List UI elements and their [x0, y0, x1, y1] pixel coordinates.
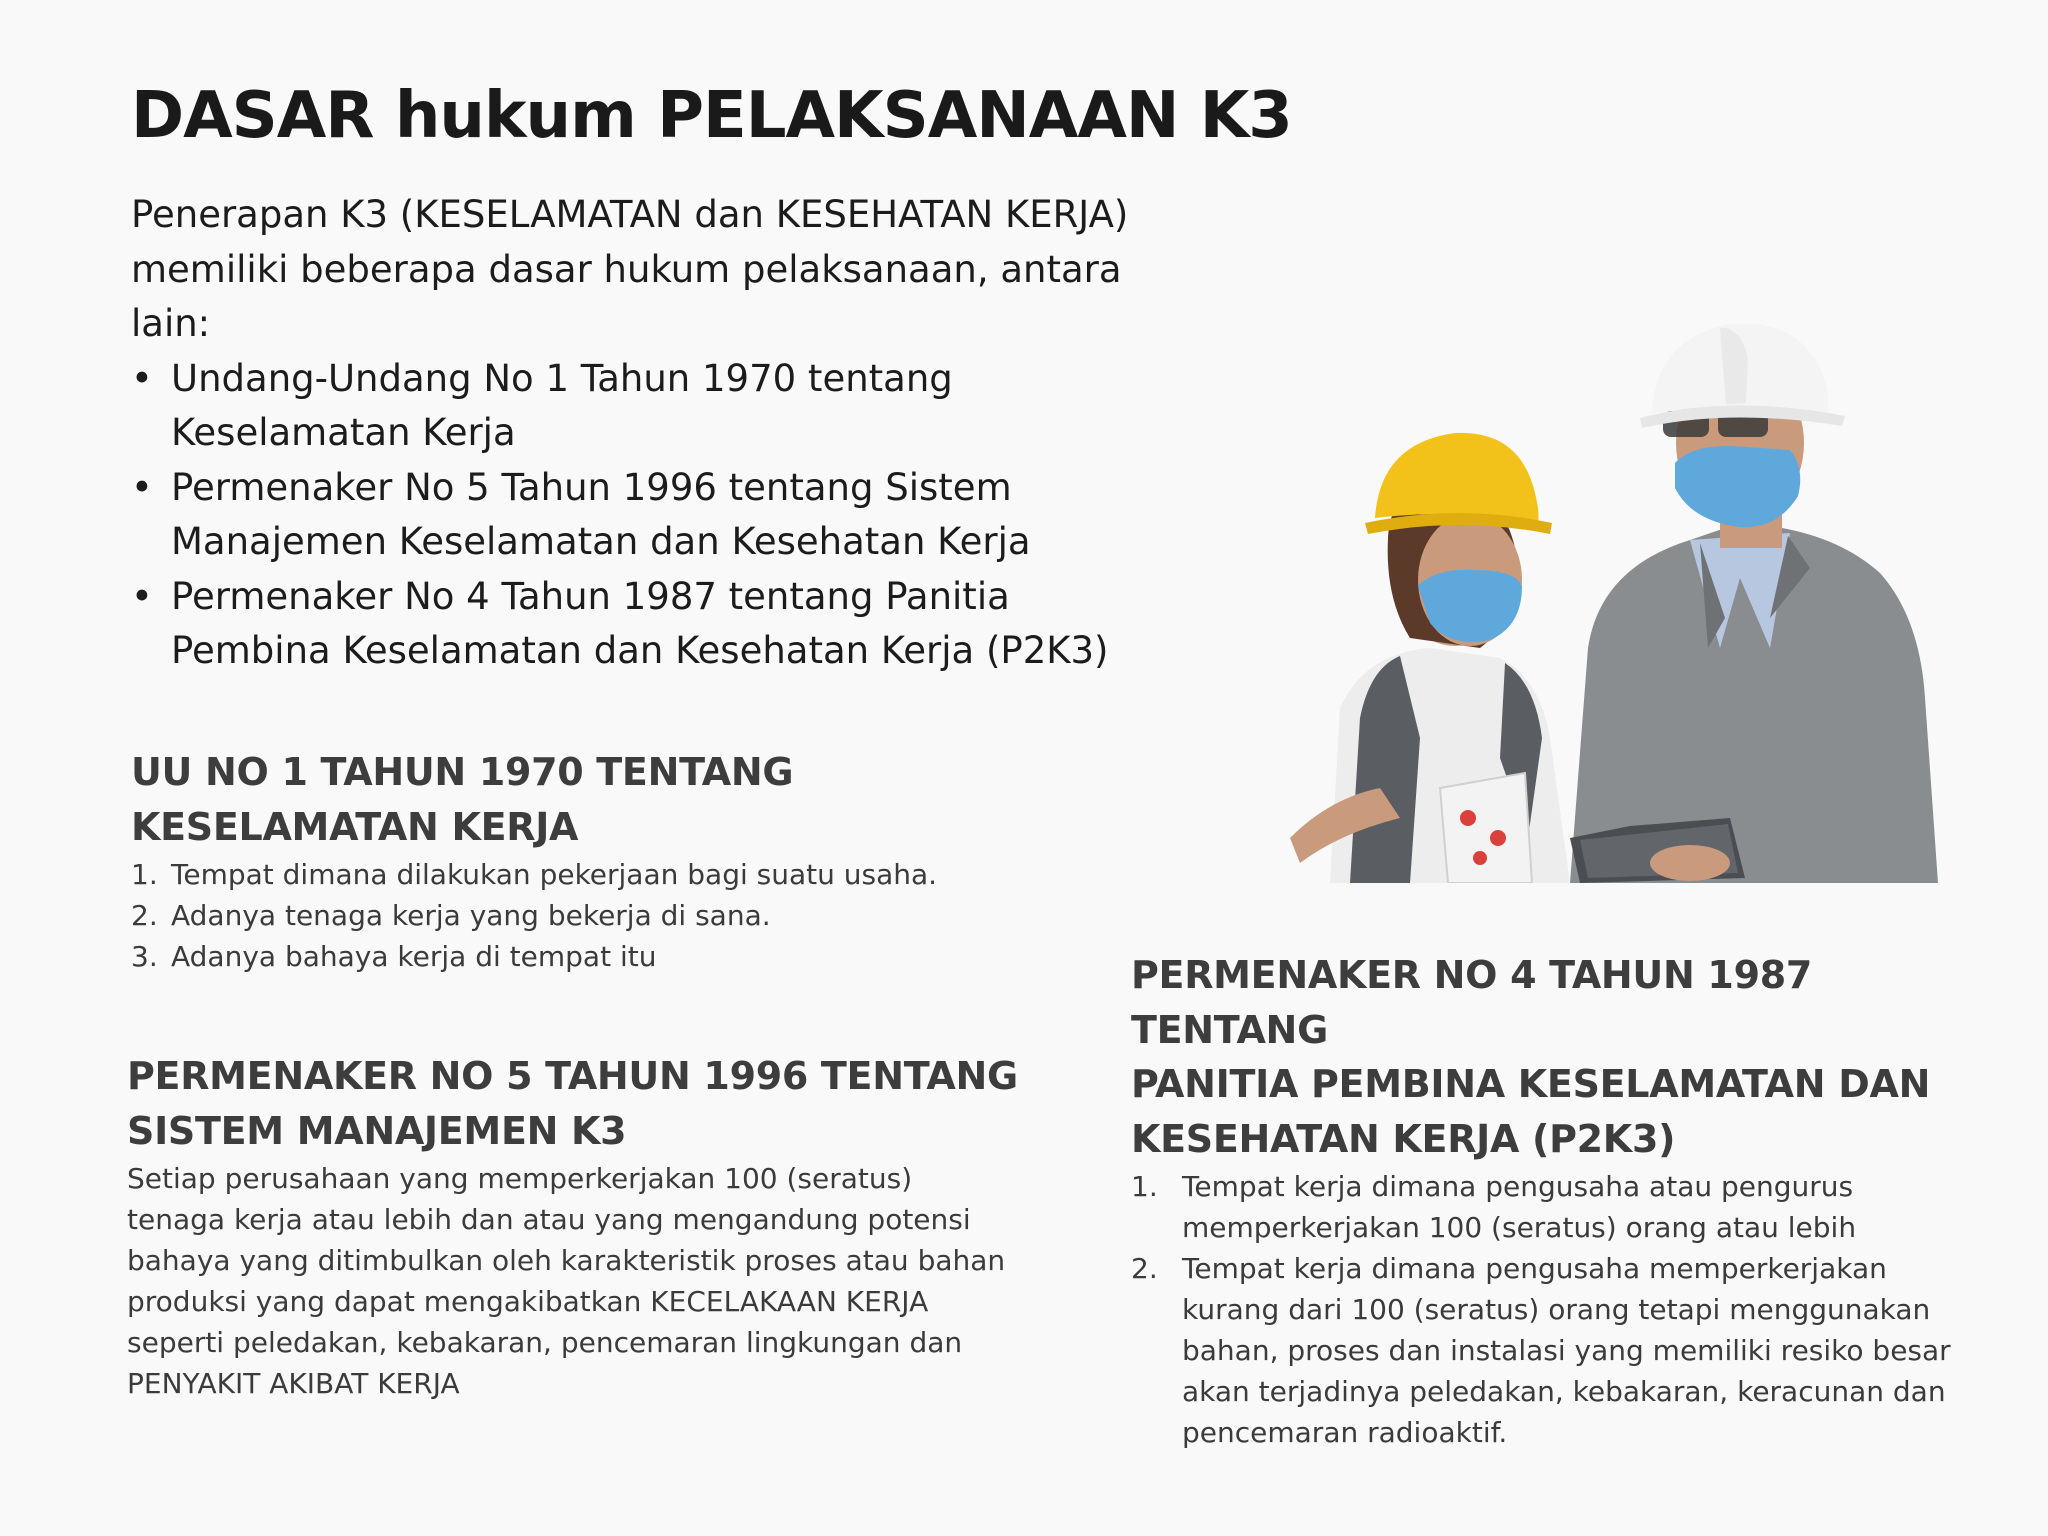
- permenaker-1996-heading: [127, 1049, 1027, 1158]
- heading-line: KESEHATAN KERJA (P2K3): [1131, 1116, 1676, 1161]
- permenaker-1996-body: Setiap perusahaan yang memperkerjakan 100 (seratus) tenaga kerja atau lebih dan atau yang mengandung potensi bahaya yang ditimbulkan oleh karakteristik proses atau bahan produksi yang dapat mengakibatkan KECELAKAAN KERJA seperti peledakan, kebakaran, pencemaran lingkungan dan PENYAKIT AKIBAT KERJA: [127, 1162, 1006, 1400]
- list-item: [131, 895, 1031, 936]
- list-item-text: Tempat kerja dimana pengusaha memperkerjakan kurang dari 100 (seratus) orang tetapi menggunakan bahan, proses dan instalasi yang memiliki resiko besar akan terjadinya peledakan, kebakaran, keracunan dan pencemaran radioaktif.: [1182, 1252, 1951, 1449]
- yellow-hardhat-icon: [1375, 433, 1539, 524]
- clipboard-icon: [1440, 773, 1532, 883]
- list-number: 1.: [131, 858, 158, 891]
- permenaker-1996-section: [127, 1049, 1027, 1404]
- list-item-text: Tempat kerja dimana pengusaha atau pengurus memperkerjakan 100 (seratus) orang atau lebih: [1182, 1170, 1857, 1244]
- intro-block: [131, 188, 1151, 679]
- workers-photo: [1270, 318, 1938, 883]
- list-number: 3.: [131, 940, 158, 973]
- list-item: [131, 854, 1031, 895]
- list-item: [1131, 1248, 1991, 1453]
- intro-bullet-list: [131, 352, 1151, 679]
- uu-1970-heading: [131, 745, 1031, 854]
- slide-title: DASAR hukum PELAKSANAAN K3: [131, 79, 1292, 153]
- permenaker-1987-list: [1131, 1166, 1991, 1453]
- intro-text: Penerapan K3 (KESELAMATAN dan KESEHATAN KERJA) memiliki beberapa dasar hukum pelaksanaan, antara lain:: [131, 193, 1129, 345]
- uu-1970-section: [131, 745, 1031, 977]
- heading-line: KESELAMATAN KERJA: [131, 804, 579, 849]
- heading-line: SISTEM MANAJEMEN K3: [127, 1108, 627, 1153]
- list-number: 2.: [131, 899, 158, 932]
- list-number: 2.: [1131, 1252, 1158, 1285]
- permenaker-1987-heading: [1131, 948, 1991, 1166]
- intro-bullet-item: • Undang-Undang No 1 Tahun 1970 tentang Keselamatan Kerja: [131, 352, 1151, 461]
- list-item: [1131, 1166, 1991, 1248]
- intro-bullet-item: • Permenaker No 5 Tahun 1996 tentang Sistem Manajemen Keselamatan dan Kesehatan Kerja: [131, 461, 1151, 570]
- list-item-text: Adanya bahaya kerja di tempat itu: [171, 940, 657, 973]
- intro-bullet-item: • Permenaker No 4 Tahun 1987 tentang Panitia Pembina Keselamatan dan Kesehatan Kerja (P2K3): [131, 570, 1151, 679]
- permenaker-1987-section: [1131, 948, 1991, 1453]
- list-item-text: Adanya tenaga kerja yang bekerja di sana.: [171, 899, 771, 932]
- uu-1970-list: [131, 854, 1031, 977]
- list-item: [131, 936, 1031, 977]
- heading-line: PERMENAKER NO 5 TAHUN 1996 TENTANG: [127, 1054, 1018, 1098]
- list-number: 1.: [1131, 1170, 1158, 1203]
- heading-line: UU NO 1 TAHUN 1970 TENTANG: [131, 750, 794, 794]
- heading-line: PANITIA PEMBINA KESELAMATAN DAN: [1131, 1062, 1931, 1106]
- heading-line: PERMENAKER NO 4 TAHUN 1987 TENTANG: [1131, 953, 1812, 1052]
- man-mask: [1675, 446, 1800, 527]
- list-item-text: Tempat dimana dilakukan pekerjaan bagi suatu usaha.: [171, 858, 938, 891]
